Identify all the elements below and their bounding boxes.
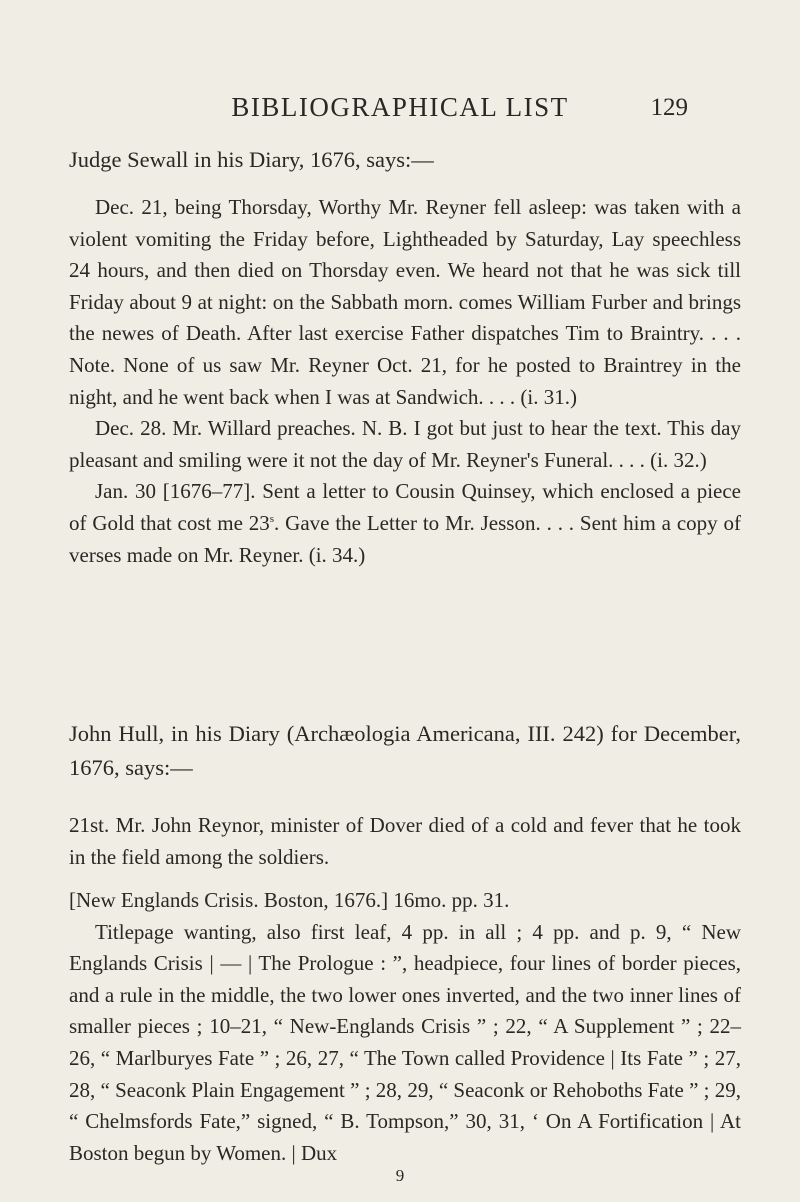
sewall-quote-text: Jan. 30 [1676–77]. Sent a letter to Cousin Quinsey, which enclosed a piece of Gold that cost me 23 xyxy=(69,479,741,535)
sewall-quotation xyxy=(69,192,741,571)
sewall-section xyxy=(69,143,741,177)
entry-description: Titlepage wanting, also first leaf, 4 pp. in all ; 4 pp. and p. 9, “ New Englands Crisis | — | The Prologue : ”, headpiece, four lines of border pieces, and a rule in the middle, the two lower ones inverted, and the two inner lines of smaller pieces ; 10–21, “ New-Englands Crisis ” ; 22, “ A Supplement ” ; 22–26, “ Marlburyes Fate ” ; 26, 27, “ The Town called Providence | Its Fate ” ; 27, 28, “ Seaconk Plain Engagement ” ; 28, 29, “ Seaconk or Rehoboths Fate ” ; 29, “ Chelmsfords Fate,” signed, “ B. Tompson,” 30, 31, ‘ On A Fortification | At Boston begun by Women. | Dux xyxy=(69,919,741,1165)
sewall-quote-paragraph-2: Dec. 28. Mr. Willard preaches. N. B. I got but just to hear the text. This day pleasant and smiling were it not the day of Mr. Reyner's Funeral. . . . (i. 32.) xyxy=(69,416,741,472)
page-number: 129 xyxy=(650,94,688,121)
hull-section xyxy=(69,717,741,785)
entry-heading: [New Englands Crisis. Boston, 1676.] 16mo. pp. 31. xyxy=(69,888,510,912)
hull-quotation xyxy=(69,810,741,873)
bibliographic-entry xyxy=(69,885,741,1169)
hull-quote-paragraph: 21st. Mr. John Reynor, minister of Dover died of a cold and fever that he took in the field among the soldiers. xyxy=(69,813,741,869)
running-head xyxy=(0,92,800,132)
sewall-quote-text-cont: . Gave the Letter to Mr. Jesson. . . . Sent him a copy of verses made on Mr. Reyner. (i. 34.) xyxy=(69,510,741,567)
signature-mark: 9 xyxy=(395,1166,405,1185)
hull-intro: John Hull, in his Diary (Archæologia Americana, III. 242) for December, 1676, says:— xyxy=(69,721,741,780)
sewall-quote-paragraph-3 xyxy=(69,476,741,571)
running-head-title: BIBLIOGRAPHICAL LIST xyxy=(231,92,569,122)
shilling-superscript: s xyxy=(269,512,275,525)
sewall-intro: Judge Sewall in his Diary, 1676, says:— xyxy=(69,147,434,172)
sewall-quote-paragraph-1: Dec. 21, being Thorsday, Worthy Mr. Reyner fell asleep: was taken with a violent vomiting the Friday before, Lightheaded by Saturday, Lay speechless 24 hours, and then died on Thorsday even. We heard not that he was sick till Friday about 9 at night: on the Sabbath morn. comes William Furber and brings the newes of Death. After last exercise Father dispatches Tim to Braintry. . . . Note. None of us saw Mr. Reyner Oct. 21, for he posted to Braintrey in the night, and he went back when I was at Sandwich. . . . (i. 31.) xyxy=(69,195,741,409)
